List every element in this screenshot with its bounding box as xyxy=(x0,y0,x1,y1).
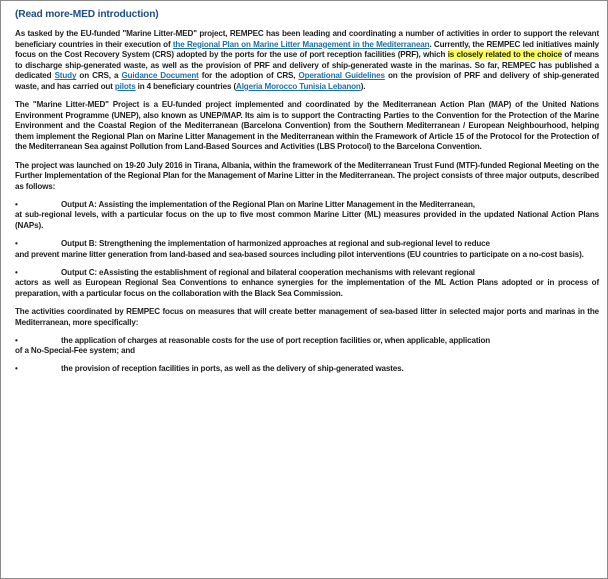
bullet-marker: • xyxy=(15,267,18,277)
beneficiary-countries-link[interactable]: Algeria Morocco Tunisia Lebanon xyxy=(236,81,361,91)
output-a-first-line: Output A: Assisting the implementation of the Regional Plan on Marine Litter Management in the Mediterranean, xyxy=(61,199,475,209)
pilots-link[interactable]: pilots xyxy=(114,81,136,91)
bullet-marker: • xyxy=(15,199,18,209)
activity-charges-item xyxy=(15,336,599,357)
activity-charges-rest: of a No-Special-Fee system; and xyxy=(15,346,135,356)
activity-facilities-item xyxy=(15,364,599,375)
launch-paragraph: The project was launched on 19-20 July 2016 in Tirana, Albania, within the framework of the Mediterranean Trust Fund (MTF)-funded Regional Meeting on the Further Implementation of the Regional Plan for the Management of Marine Litter in the Mediterranean. The project consists of three major outputs, described as follows: xyxy=(15,160,599,191)
activity-charges-first-line: the application of charges at reasonable costs for the use of port reception facilities or, when applicable, application xyxy=(61,335,491,345)
activity-facilities-first-line: the provision of reception facilities in ports, as well as the delivery of ship-generated wastes. xyxy=(61,364,404,374)
guidance-document-link[interactable]: Guidance Document xyxy=(121,71,199,81)
output-c-item xyxy=(15,268,599,300)
document-body xyxy=(15,9,599,383)
bullet-marker: • xyxy=(15,335,18,345)
output-c-rest: actors as well as European Regional Sea Conventions to enhance synergies for the implementation of the ML Action Plans adopted or in process of preparation, with a particular focus on the collaboration with the Black Sea Commission. xyxy=(15,278,599,298)
bullet-marker: • xyxy=(15,239,18,249)
output-b-rest: and prevent marine litter generation from land-based and sea-based sources including pilot interventions (EU countries to participate on a no-cost basis). xyxy=(15,249,584,259)
intro-text-6: on the provision of PRF and delivery of ship-generated waste, and has carried out xyxy=(15,71,599,91)
bullet-marker: • xyxy=(15,364,18,374)
output-b-first-line: Output B: Strengthening the implementation of harmonized approaches at regional and sub-regional level to reduce xyxy=(61,239,490,249)
intro-paragraph xyxy=(15,29,599,93)
intro-text-2: . Currently, the REMPEC led initiatives mainly focus on the Cost Recovery System (CRS) adopted by the ports for the use of port reception facilities (PRF), which xyxy=(15,39,600,60)
read-more-heading[interactable]: (Read more-MED introduction) xyxy=(15,9,159,20)
highlighted-text: is closely related to the choice xyxy=(447,50,562,60)
output-b-item xyxy=(15,239,599,260)
regional-plan-link[interactable]: the Regional Plan on Marine Litter Management in the Mediterranean xyxy=(172,39,430,49)
activities-paragraph: The activities coordinated by REMPEC focus on measures that will create better management of sea-based litter in selected major ports and marinas in the Mediterranean, more specifically: xyxy=(15,307,599,327)
intro-text-5: for the adoption of CRS, xyxy=(198,71,299,81)
intro-text-7: in 4 beneficiary countries ( xyxy=(135,81,236,91)
output-a-item xyxy=(15,200,599,232)
operational-guidelines-link[interactable]: Operational Guidelines xyxy=(298,71,385,81)
output-c-first-line: Output C: eAssisting the establishment of regional and bilateral cooperation mechanisms with relevant regional xyxy=(61,267,475,277)
intro-text-3: of means to discharge ship-generated waste, as well as the provision of PRF and delivery of ship-generated waste in the marinas. So far, REMPEC has published a dedicated xyxy=(15,50,600,81)
intro-text-8: ). xyxy=(360,81,366,91)
intro-text-1: As tasked by the EU-funded "Marine Litter-MED" project, REMPEC has been leading and coordinating a number of activities in order to support the relevant beneficiary countries in their execution of xyxy=(15,29,599,49)
output-a-rest: at sub-regional levels, with a particular focus on the up to five most common Marine Litter (ML) measures provided in the updated National Action Plans (NAPs). xyxy=(15,210,599,230)
project-paragraph: The "Marine Litter-MED" Project is a EU-funded project implemented and coordinated by the Mediterranean Action Plan (MAP) of the United Nations Environment Programme (UNEP), also known as UNEP/MAP. Its aim is to support the Contracting Parties to the Convention for the Protection of the Marine Environment and the Coastal Region of the Mediterranean (Barcelona Convention) from the Southern Mediterranean / European Neighbourhood, helping them implement the Regional Plan on Marine Litter Management in the Mediterranean within the Framework of Article 15 of the Protocol for the Protection of the Mediterranean Sea against Pollution from Land-Based Sources and Activities (LBS Protocol) to the Barcelona Convention. xyxy=(15,100,599,152)
study-link[interactable]: Study xyxy=(54,71,77,81)
intro-text-4: on CRS, a xyxy=(76,71,122,81)
